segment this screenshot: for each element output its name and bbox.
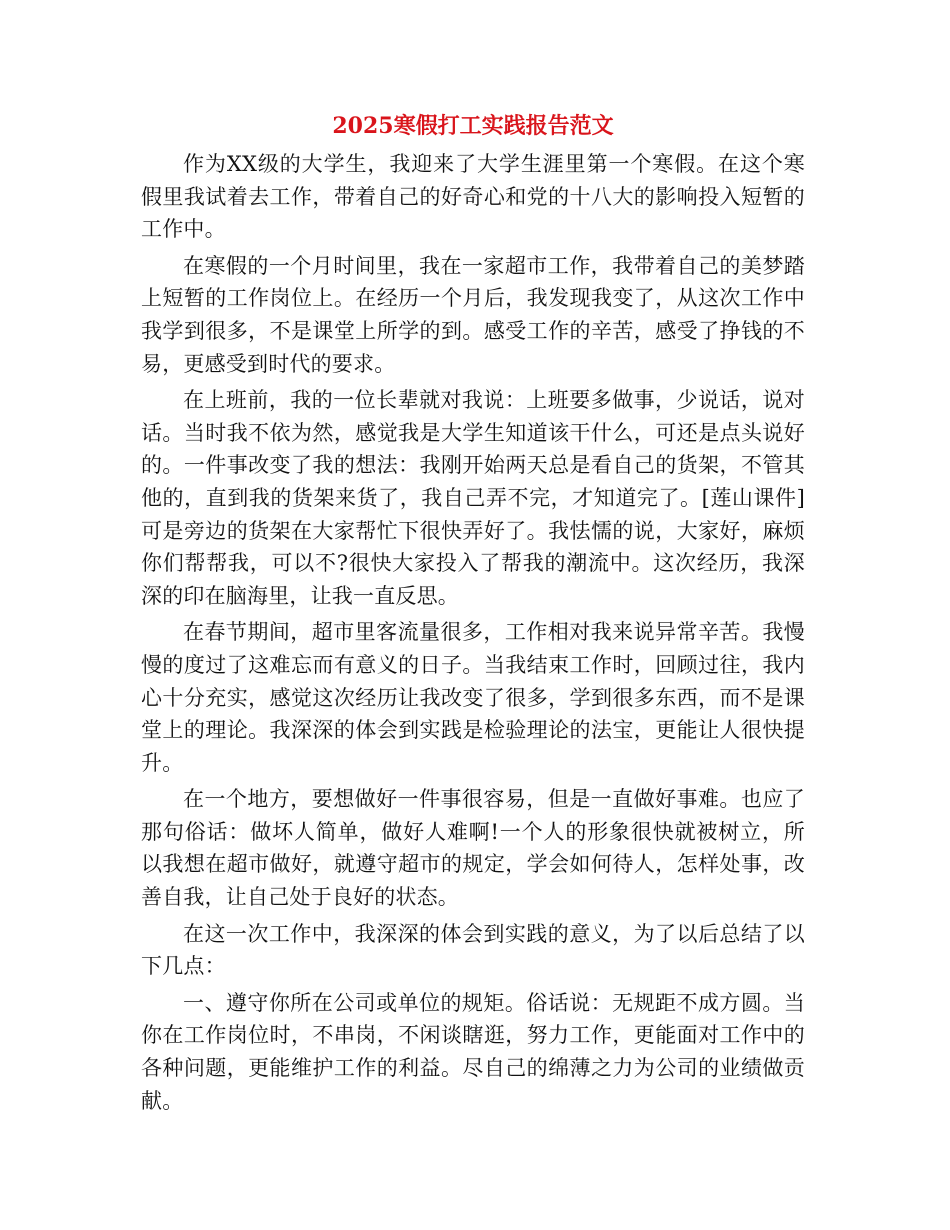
paragraph-5: 在一个地方，要想做好一件事很容易，但是一直做好事难。也应了那句俗话：做坏人简单，做好人难啊!一个人的形象很快就被树立，所以我想在超市做好，就遵守超市的规定，学会如何待人，怎样处事，改善自我，让自己处于良好的状态。	[141, 787, 805, 910]
paragraph-2: 在寒假的一个月时间里，我在一家超市工作，我带着自己的美梦踏上短暂的工作岗位上。在经历一个月后，我发现我变了，从这次工作中我学到很多，不是课堂上所学的到。感受工作的辛苦，感受了挣钱的不易，更感受到时代的要求。	[141, 253, 805, 376]
paragraph-7: 一、遵守你所在公司或单位的规矩。俗话说：无规距不成方圆。当你在工作岗位时，不串岗，不闲谈瞎逛，努力工作，更能面对工作中的各种问题，更能维护工作的利益。尽自己的绵薄之力为公司的业绩做贡献。	[141, 990, 805, 1113]
document-title: 2025寒假打工实践报告范文	[332, 113, 614, 139]
document-body	[141, 104, 805, 1121]
paragraph-1: 作为XX级的大学生，我迎来了大学生涯里第一个寒假。在这个寒假里我试着去工作，带着自己的好奇心和党的十八大的影响投入短暂的工作中。	[141, 152, 805, 242]
paragraph-3: 在上班前，我的一位长辈就对我说：上班要多做事，少说话，说对话。当时我不依为然，感觉我是大学生知道该干什么，可还是点头说好的。一件事改变了我的想法：我刚开始两天总是看自己的货架，不管其他的，直到我的货架来货了，我自己弄不完，才知道完了。[莲山课件]可是旁边的货架在大家帮忙下很快弄好了。我怯懦的说，大家好，麻烦你们帮帮我，可以不?很快大家投入了帮我的潮流中。这次经历，我深深的印在脑海里，让我一直反思。	[141, 388, 805, 608]
paragraph-4: 在春节期间，超市里客流量很多，工作相对我来说异常辛苦。我慢慢的度过了这难忘而有意义的日子。当我结束工作时，回顾过往，我内心十分充实，感觉这次经历让我改变了很多，学到很多东西，而不是课堂上的理论。我深深的体会到实践是检验理论的法宝，更能让人很快提升。	[141, 620, 805, 775]
paragraph-6: 在这一次工作中，我深深的体会到实践的意义，为了以后总结了以下几点：	[141, 921, 805, 979]
